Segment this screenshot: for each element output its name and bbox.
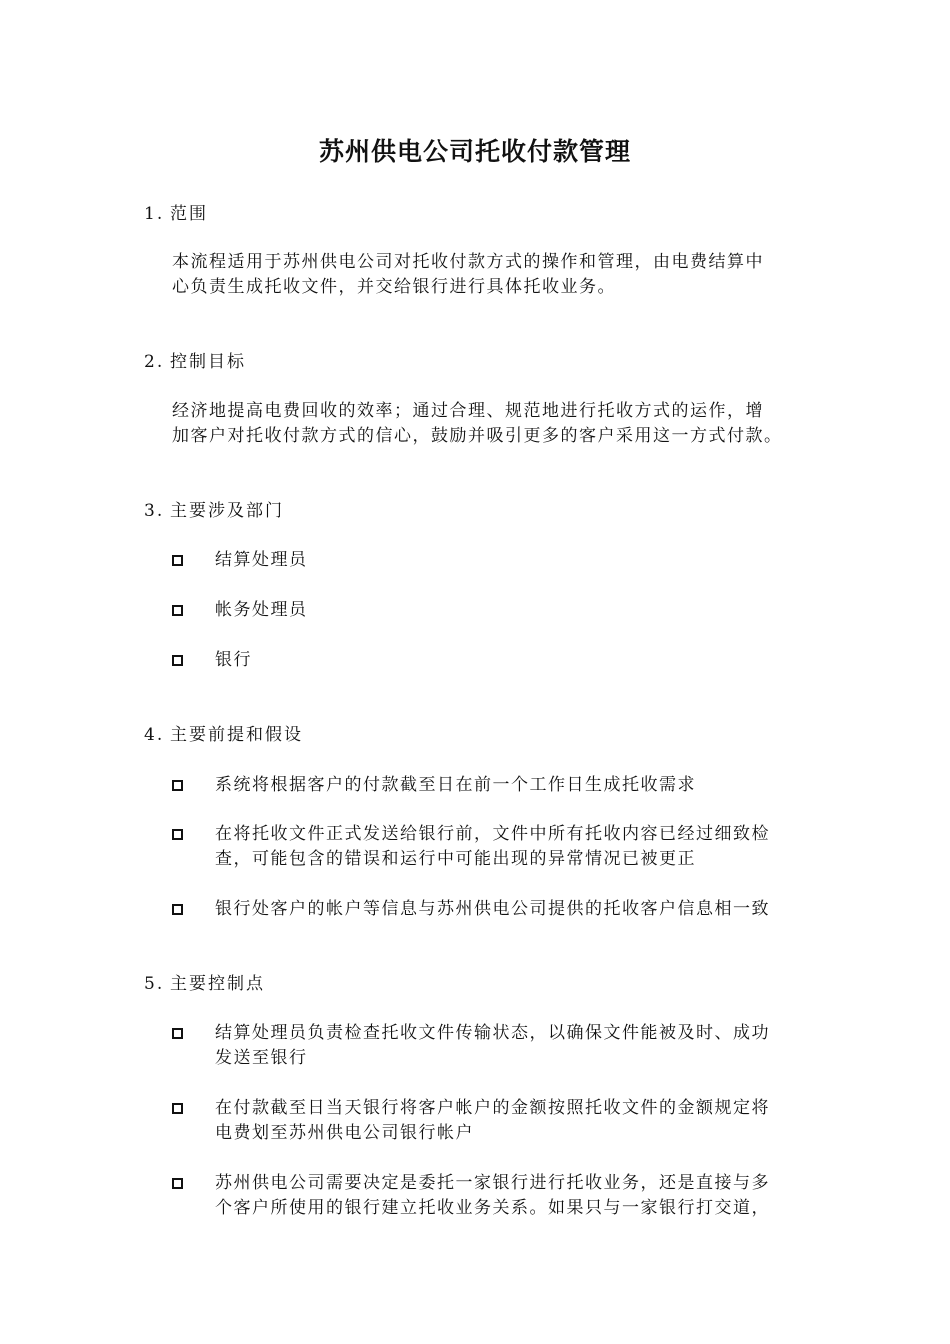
section-number: 3. [144, 501, 165, 521]
section-title: 主要前提和假设 [170, 725, 303, 745]
section-heading-scope [144, 203, 208, 225]
section-heading-assumptions [144, 724, 303, 746]
paragraph-line: 加客户对托收付款方式的信心，鼓励并吸引更多的客户采用这一方式付款。 [172, 426, 783, 446]
section-number: 5. [144, 974, 165, 994]
section-number: 2. [144, 352, 165, 372]
paragraph-line: 心负责生成托收文件，并交给银行进行具体托收业务。 [172, 277, 616, 297]
section-number: 4. [144, 725, 165, 745]
checkbox-bullet-icon [172, 655, 183, 666]
checkbox-bullet-icon [172, 780, 183, 791]
checkbox-bullet-icon [172, 829, 183, 840]
checkbox-bullet-icon [172, 904, 183, 915]
list-item-text: 结算处理员负责检查托收文件传输状态，以确保文件能被及时、成功 [215, 1023, 770, 1043]
list-item-text: 查，可能包含的错误和运行中可能出现的异常情况已被更正 [215, 849, 696, 869]
list-item-text: 结算处理员 [215, 550, 308, 570]
section-paragraph-objectives [172, 399, 848, 449]
checkbox-bullet-icon [172, 1028, 183, 1039]
checkbox-bullet-icon [172, 1103, 183, 1114]
checkbox-bullet-icon [172, 605, 183, 616]
checkbox-bullet-icon [172, 1178, 183, 1189]
checkbox-bullet-icon [172, 555, 183, 566]
section-number: 1. [144, 204, 165, 224]
paragraph-line: 本流程适用于苏州供电公司对托收付款方式的操作和管理，由电费结算中 [172, 252, 764, 272]
list-item-text: 电费划至苏州供电公司银行帐户 [215, 1123, 474, 1143]
section-paragraph-scope [172, 250, 848, 300]
list-item-text: 在将托收文件正式发送给银行前，文件中所有托收内容已经过细致检 [215, 824, 770, 844]
list-item-text: 在付款截至日当天银行将客户帐户的金额按照托收文件的金额规定将 [215, 1098, 770, 1118]
section-title: 控制目标 [170, 352, 246, 372]
section-title: 主要控制点 [170, 974, 265, 994]
list-item-text: 系统将根据客户的付款截至日在前一个工作日生成托收需求 [215, 775, 696, 795]
list-item-text: 银行处客户的帐户等信息与苏州供电公司提供的托收客户信息相一致 [215, 899, 770, 919]
list-item-text: 苏州供电公司需要决定是委托一家银行进行托收业务，还是直接与多 [215, 1173, 770, 1193]
list-item-text: 发送至银行 [215, 1048, 308, 1068]
document-title: 苏州供电公司托收付款管理 [318, 137, 631, 166]
section-heading-objectives [144, 351, 246, 373]
section-heading-departments [144, 500, 284, 522]
section-heading-control-points [144, 973, 265, 995]
section-title: 范围 [170, 204, 208, 224]
list-item-text: 帐务处理员 [215, 600, 308, 620]
section-title: 主要涉及部门 [170, 501, 284, 521]
list-item-text: 个客户所使用的银行建立托收业务关系。如果只与一家银行打交道， [215, 1198, 770, 1218]
list-item-text: 银行 [215, 650, 252, 670]
paragraph-line: 经济地提高电费回收的效率；通过合理、规范地进行托收方式的运作，增 [172, 401, 764, 421]
